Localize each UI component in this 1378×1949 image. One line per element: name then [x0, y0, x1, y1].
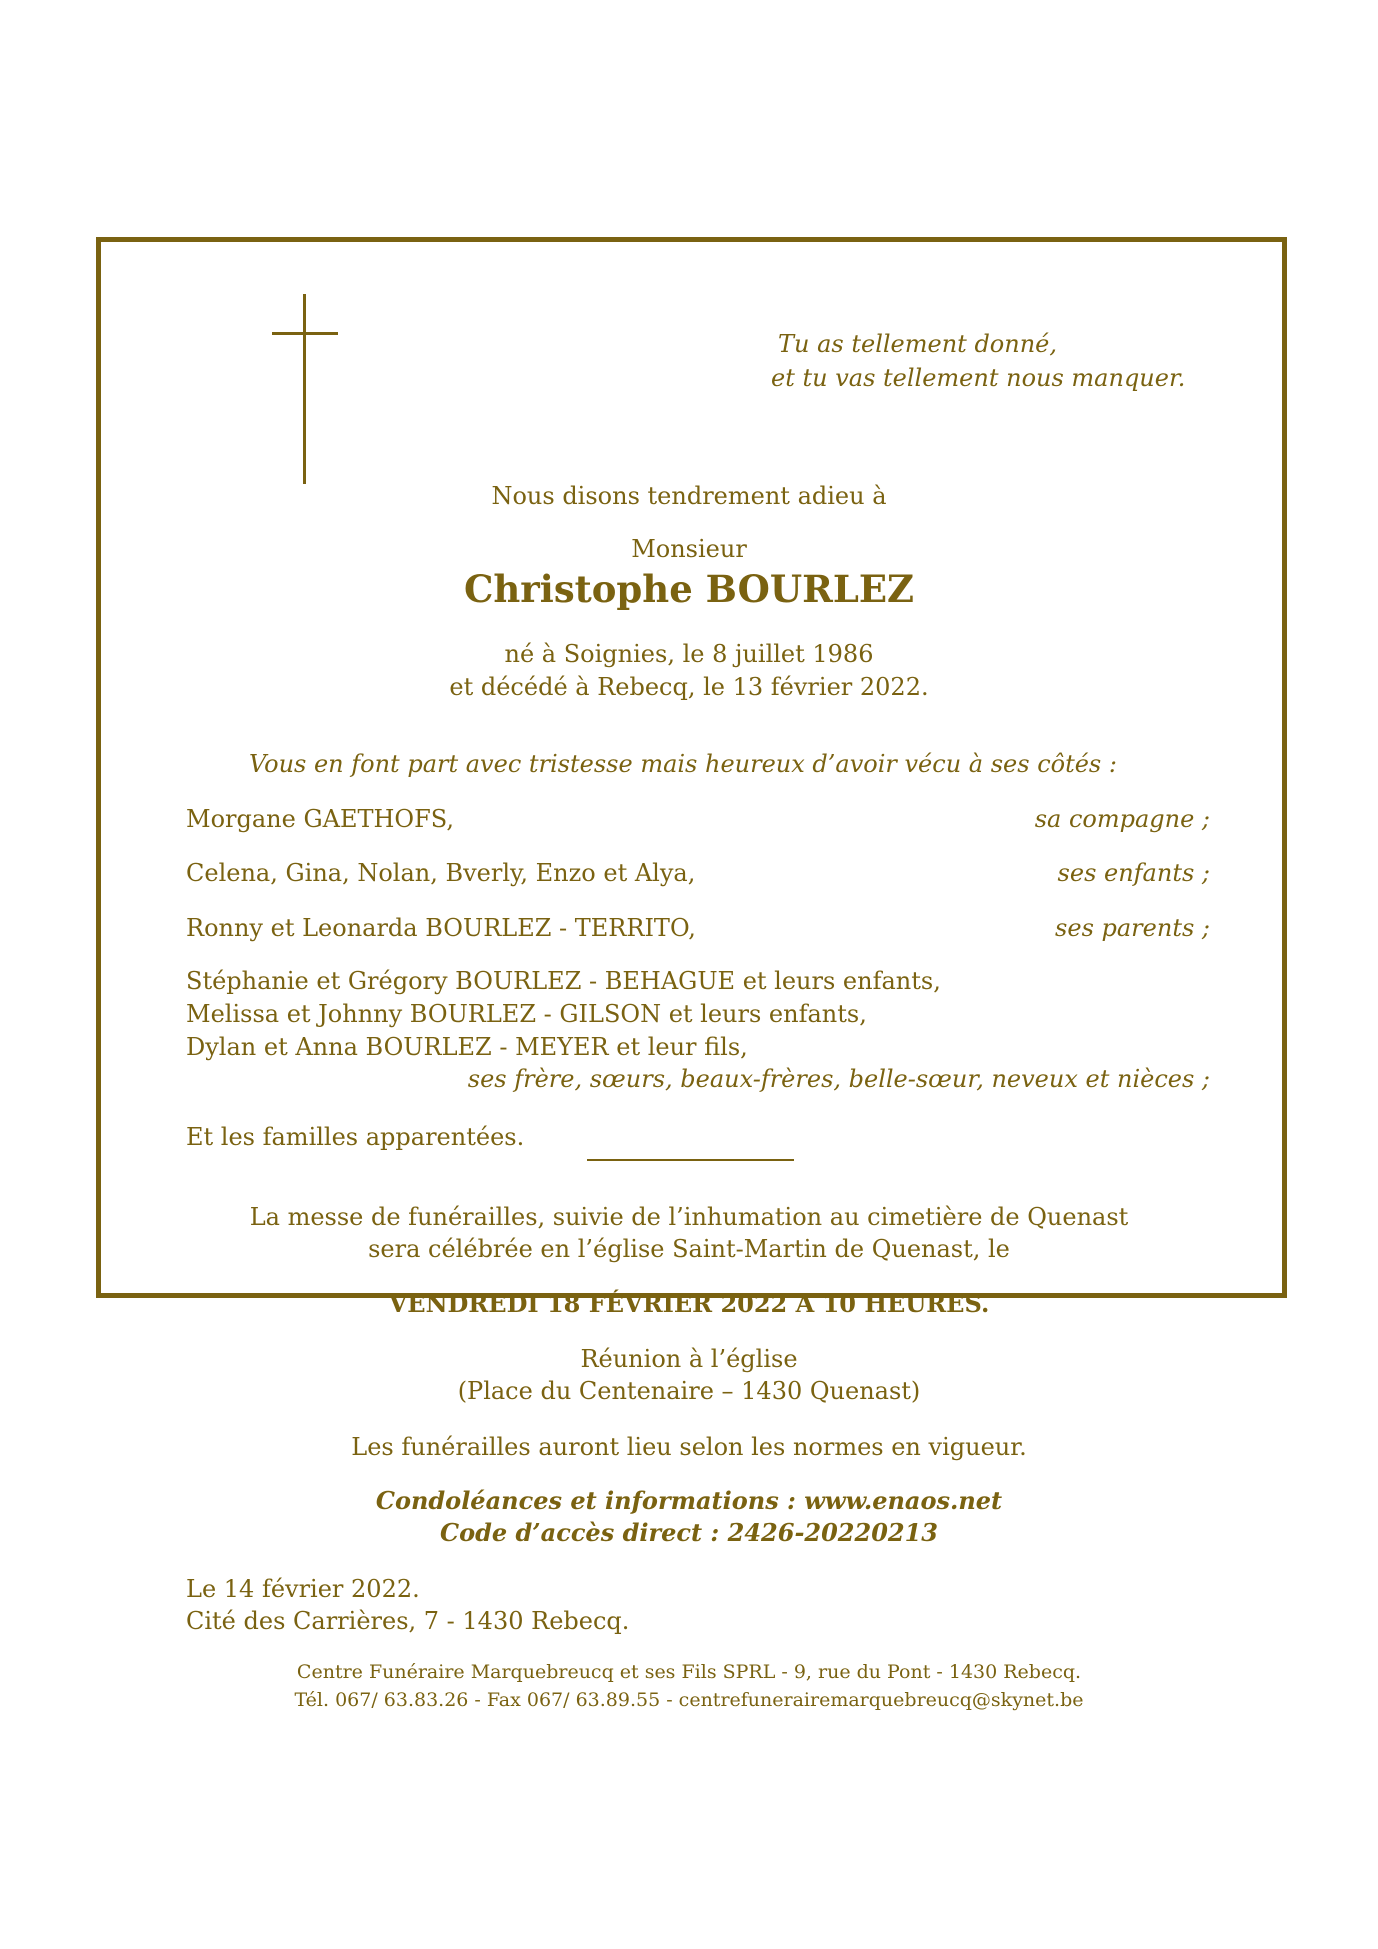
siblings-relation: ses frère, sœurs, beaux-frères, belle-sœur, neveux et nièces ;: [467, 1065, 1210, 1093]
quote-line-2: et tu vas tellement nous manquer.: [771, 364, 1186, 392]
family-names: Celena, Gina, Nolan, Bverly, Enzo et Alya,: [186, 859, 696, 887]
intro-text: Nous disons tendrement adieu à: [491, 482, 887, 510]
sibling-line: Melissa et Johnny BOURLEZ - GILSON et leurs enfants,: [186, 1000, 867, 1028]
mass-line-1: La messe de funérailles, suivie de l’inhumation au cimetière de Quenast: [249, 1203, 1129, 1231]
family-relation: ses enfants ;: [1057, 859, 1210, 887]
cross-icon: [303, 294, 306, 484]
family-names: Ronny et Leonarda BOURLEZ - TERRITO,: [186, 914, 696, 942]
cross-icon-bar: [272, 332, 338, 335]
death-text: et décédé à Rebecq, le 13 février 2022.: [449, 673, 929, 701]
mass-date: VENDREDI 18 FÉVRIER 2022 A 10 HEURES.: [388, 1289, 990, 1318]
norms-text: Les funérailles auront lieu selon les normes en vigueur.: [351, 1433, 1027, 1461]
footer-line-2: Tél. 067/ 63.83.26 - Fax 067/ 63.89.55 - centrefunerairemarquebreucq@skynet.be: [294, 1689, 1084, 1711]
footer-line-1: Centre Funéraire Marquebreucq et ses Fils SPRL - 9, rue du Pont - 1430 Rebecq.: [296, 1661, 1082, 1683]
separator-line: [587, 1159, 794, 1161]
meeting-line-1: Réunion à l’église: [580, 1345, 798, 1373]
announce-text: Vous en font part avec tristesse mais heureux d’avoir vécu à ses côtés :: [249, 750, 1117, 778]
deceased-name: Christophe BOURLEZ: [463, 567, 915, 611]
families-text: Et les familles apparentées.: [186, 1123, 525, 1151]
condolences-line-1: Condoléances et informations : www.enaos.net: [375, 1486, 1003, 1515]
title-text: Monsieur: [631, 535, 747, 563]
family-relation: sa compagne ;: [1034, 805, 1210, 833]
family-relation: ses parents ;: [1055, 914, 1210, 942]
notice-date: Le 14 février 2022.: [186, 1575, 420, 1603]
notice-address: Cité des Carrières, 7 - 1430 Rebecq.: [186, 1607, 630, 1635]
sibling-line: Dylan et Anna BOURLEZ - MEYER et leur fils,: [186, 1033, 748, 1061]
mass-line-2: sera célébrée en l’église Saint-Martin de Quenast, le: [368, 1235, 1010, 1263]
condolences-line-2: Code d’accès direct : 2426-20220213: [440, 1518, 938, 1547]
birth-text: né à Soignies, le 8 juillet 1986: [504, 640, 874, 668]
quote-line-1: Tu as tellement donné,: [778, 330, 1057, 358]
family-names: Morgane GAETHOFS,: [186, 805, 454, 833]
sibling-line: Stéphanie et Grégory BOURLEZ - BEHAGUE et leurs enfants,: [186, 967, 941, 995]
meeting-line-2: (Place du Centenaire – 1430 Quenast): [457, 1377, 921, 1405]
